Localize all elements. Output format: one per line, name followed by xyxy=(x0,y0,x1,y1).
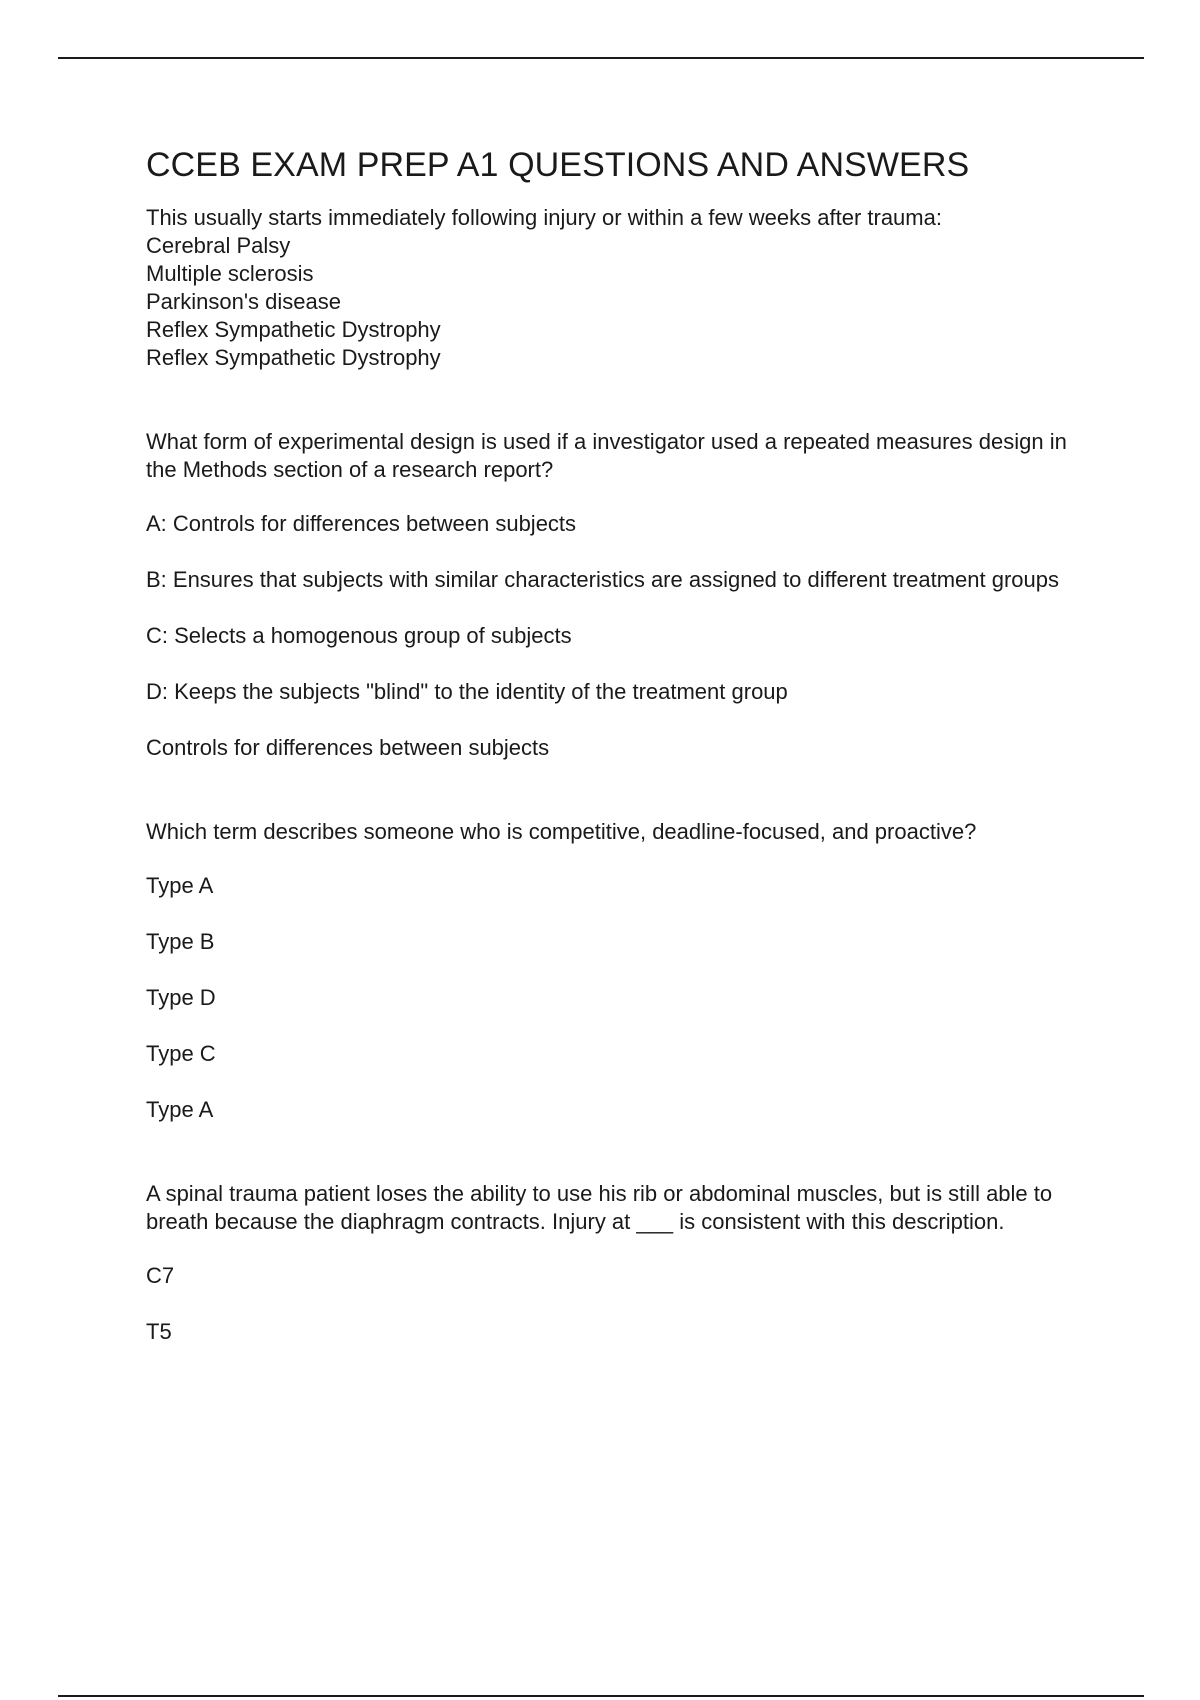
document-title: CCEB EXAM PREP A1 QUESTIONS AND ANSWERS xyxy=(146,146,970,184)
correct-answer: Controls for differences between subjects xyxy=(146,735,550,760)
answer-option: Type C xyxy=(146,1041,216,1066)
answer-option: Type A xyxy=(146,873,214,898)
question-prompt: A spinal trauma patient loses the ability to use his rib or abdominal muscles, but is still able to breath because the diaphragm contracts. Injury at ___ is consistent with this description. xyxy=(146,1181,1053,1234)
answer-option: D: Keeps the subjects "blind" to the identity of the treatment group xyxy=(146,679,788,704)
document-body xyxy=(146,143,1086,1374)
question-4 xyxy=(146,1180,1086,1346)
correct-answer: Reflex Sympathetic Dystrophy xyxy=(146,345,441,370)
answer-option: C7 xyxy=(146,1263,175,1288)
bottom-rule xyxy=(58,1695,1144,1697)
question-3 xyxy=(146,818,1086,1124)
answer-option: Parkinson's disease xyxy=(146,289,341,314)
answer-option: T5 xyxy=(146,1319,172,1344)
answer-option: Multiple sclerosis xyxy=(146,261,314,286)
question-prompt: What form of experimental design is used if a investigator used a repeated measures design in the Methods section of a research report? xyxy=(146,429,1067,482)
question-prompt: This usually starts immediately following injury or within a few weeks after trauma: xyxy=(146,205,942,230)
question-prompt: Which term describes someone who is competitive, deadline-focused, and proactive? xyxy=(146,819,977,844)
question-2 xyxy=(146,428,1086,762)
answer-option: C: Selects a homogenous group of subjects xyxy=(146,623,572,648)
answer-option: Type D xyxy=(146,985,216,1010)
answer-option: Reflex Sympathetic Dystrophy xyxy=(146,317,441,342)
answer-option: Type B xyxy=(146,929,215,954)
correct-answer: Type A xyxy=(146,1097,214,1122)
answer-option: A: Controls for differences between subjects xyxy=(146,511,577,536)
answer-option: Cerebral Palsy xyxy=(146,233,291,258)
top-rule xyxy=(58,57,1144,59)
answer-option: B: Ensures that subjects with similar characteristics are assigned to different treatment groups xyxy=(146,567,1060,592)
question-1 xyxy=(146,204,1086,372)
